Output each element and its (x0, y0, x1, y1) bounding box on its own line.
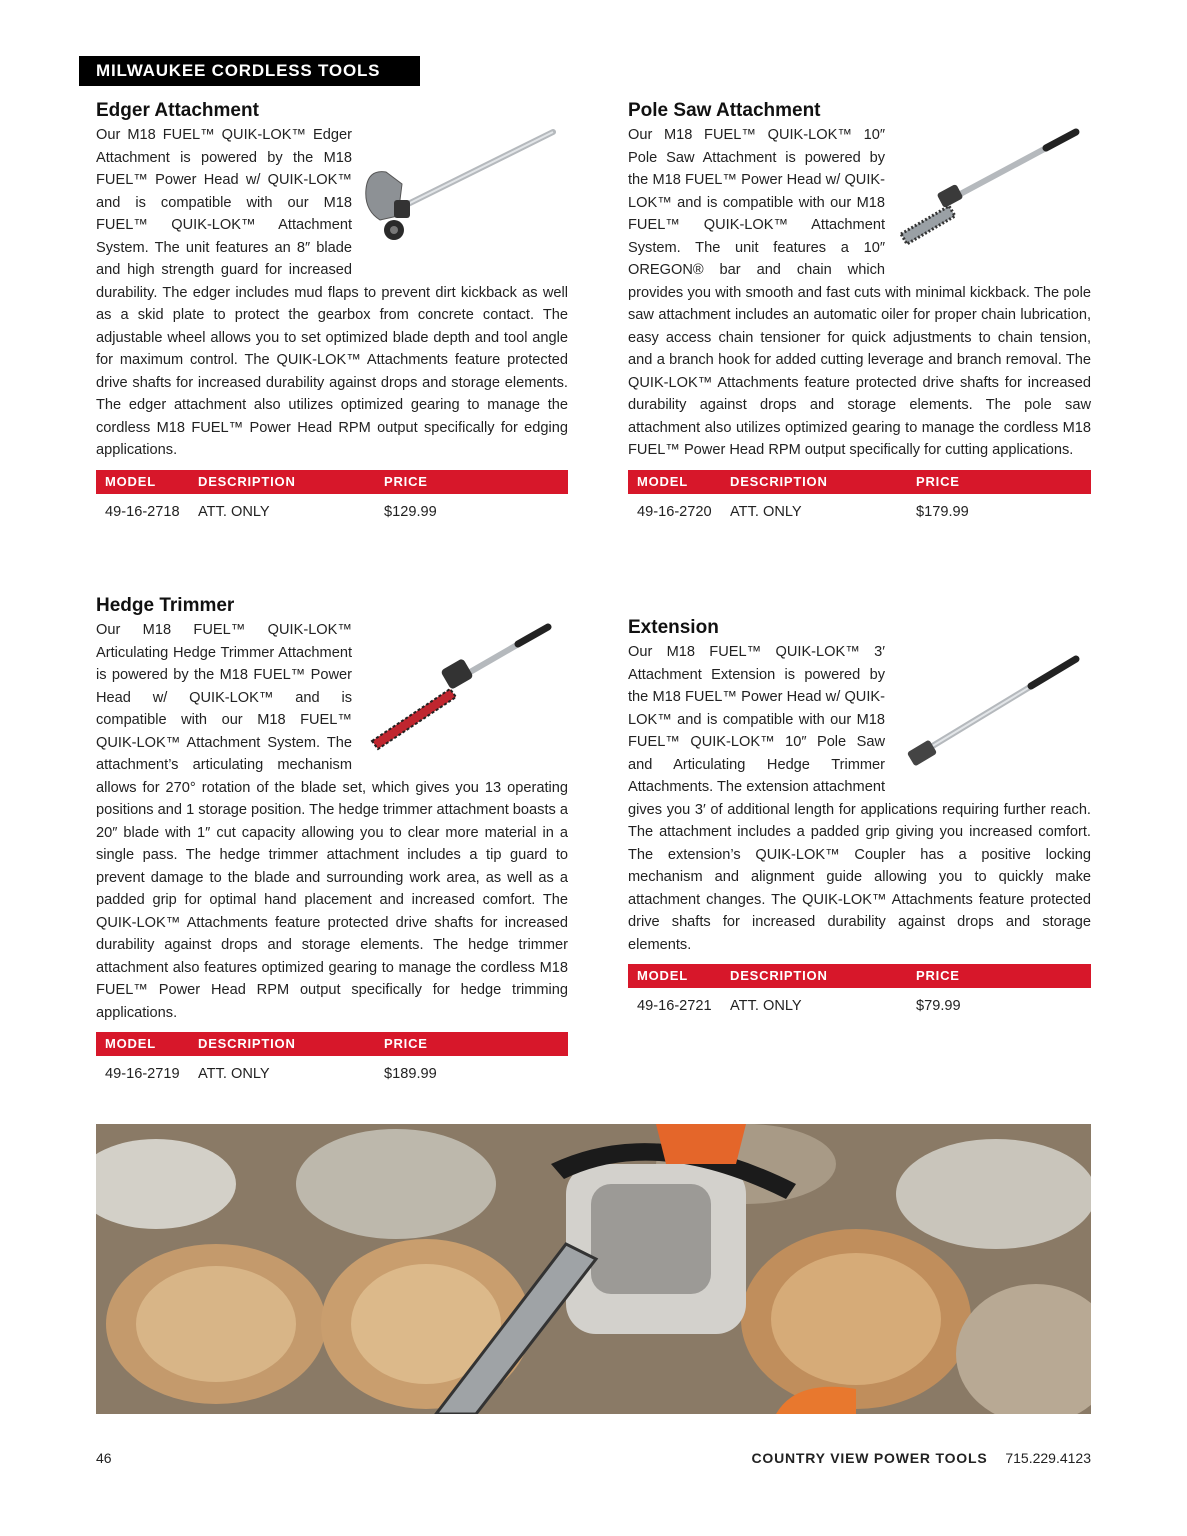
phone-number: 715.229.4123 (1005, 1450, 1091, 1466)
extension-description: Our M18 FUEL™ QUIK-LOK™ 3′ Attachment Extension is powered by the M18 FUEL™ Power Head w/ QUIK-LOK™ and is compatible with our M18 FUEL™ QUIK-LOK™ 10″ Pole Saw and Articulating Hedge Trimmer Attachments. The extension attachment gives you 3′ of additional length for applications requiring further reach. The attachment includes a padded grip giving you increased comfort. The extension’s QUIK-LOK™ Coupler has a positive locking mechanism and alignment guide allowing you to quickly make attachment changes. The QUIK-LOK™ Attachments feature protected drive shafts for increased durability against drops and storage elements. (628, 644, 1091, 953)
col-description: DESCRIPTION (730, 968, 828, 983)
col-model: MODEL (105, 473, 156, 489)
pole-saw-price-table (628, 470, 1091, 530)
col-model: MODEL (105, 1036, 156, 1051)
pole-saw-section (628, 98, 1091, 530)
page-number: 46 (96, 1450, 112, 1466)
row-price: $79.99 (916, 998, 961, 1014)
hedge-trimmer-price-table (96, 1032, 568, 1092)
model-number: 49-16-2721 (637, 998, 712, 1014)
col-description: DESCRIPTION (198, 473, 296, 489)
footer-contact (752, 1450, 1092, 1466)
table-row (96, 494, 568, 530)
hedge-trimmer-product-image (358, 619, 568, 769)
extension-section (628, 615, 1091, 1024)
table-row (96, 1056, 568, 1092)
edger-price-table (96, 470, 568, 530)
col-price: PRICE (916, 473, 960, 489)
table-header (96, 1032, 568, 1056)
model-number: 49-16-2720 (637, 503, 712, 520)
col-description: DESCRIPTION (198, 1036, 296, 1051)
model-number: 49-16-2718 (105, 503, 180, 520)
row-price: $189.99 (384, 1066, 437, 1082)
row-description: ATT. ONLY (730, 503, 802, 520)
row-description: ATT. ONLY (198, 503, 270, 520)
row-description: ATT. ONLY (730, 998, 802, 1014)
hedge-trimmer-section (96, 593, 568, 1092)
table-header (628, 470, 1091, 494)
hedge-trimmer-title: Hedge Trimmer (96, 595, 235, 616)
edger-section (96, 98, 568, 530)
col-price: PRICE (384, 473, 428, 489)
col-model: MODEL (637, 968, 688, 983)
hedge-trimmer-description: Our M18 FUEL™ QUIK-LOK™ Articulating Hedge Trimmer Attachment is powered by the M18 FUEL™ Power Head w/ QUIK-LOK™ and is compatible with our M18 FUEL™ QUIK-LOK™ Attachment System. The attachment’s articulating mechanism allows for 270° rotation of the blade set, which gives you 13 operating positions and 1 storage position. The hedge trimmer attachment boasts a 20″ blade with 1″ cut capacity allowing you to clear more material in a single pass. The hedge trimmer attachment includes a tip guard to prevent damage to the blade and surrounding work area, as well as a padded grip for optimal hand placement and increased comfort. The QUIK-LOK™ Attachments feature protected drive shafts for increased durability against drops and storage elements. The hedge trimmer attachment also features optimized gearing to manage the cordless M18 FUEL™ Power Head RPM output specifically for hedge trimming applications. (96, 622, 568, 1021)
col-price: PRICE (916, 968, 960, 983)
row-price: $179.99 (916, 503, 969, 520)
pole-saw-description: Our M18 FUEL™ QUIK-LOK™ 10″ Pole Saw Attachment is powered by the M18 FUEL™ Power Head w/ QUIK-LOK™ and is compatible with our M18 FUEL™ QUIK-LOK™ Attachment System. The unit features a 10″ OREGON® bar and chain which provides you with smooth and fast cuts with minimal kickback. The pole saw attachment includes an automatic oiler for proper chain lubrication, easy access chain tensioner for quick adjustments to chain tension, and a branch hook for added cutting leverage and branch removal. The QUIK-LOK™ Attachments feature protected drive shafts for increased durability against drops and storage elements. The pole saw attachment also utilizes optimized gearing to manage the cordless M18 FUEL™ Power Head RPM output specifically for cutting applications. (628, 127, 1091, 458)
edger-product-image (358, 124, 568, 274)
table-row (628, 988, 1091, 1024)
edger-title: Edger Attachment (96, 100, 259, 121)
chainsaw-firewood-photo (96, 1124, 1091, 1414)
row-description: ATT. ONLY (198, 1066, 270, 1082)
model-number: 49-16-2719 (105, 1066, 180, 1082)
pole-saw-product-image (891, 124, 1091, 274)
row-price: $129.99 (384, 503, 437, 520)
table-header (96, 470, 568, 494)
company-name: COUNTRY VIEW POWER TOOLS (751, 1450, 988, 1466)
section-header: MILWAUKEE CORDLESS TOOLS (79, 56, 420, 86)
pole-saw-title: Pole Saw Attachment (628, 100, 821, 121)
col-model: MODEL (637, 473, 688, 489)
col-price: PRICE (384, 1036, 428, 1051)
table-row (628, 494, 1091, 530)
edger-description: Our M18 FUEL™ QUIK-LOK™ Edger Attachment is powered by the M18 FUEL™ Power Head w/ QUIK-LOK™ and is compatible with our M18 FUEL™ QUIK-LOK™ Attachment System. The unit features an 8″ blade and high strength guard for increased durability. The edger includes mud flaps to prevent dirt kickback as well as a skid plate to protect the gearbox from concrete contact. The adjustable wheel allows you to set optimized blade depth and tool angle for maximum control. The QUIK-LOK™ Attachments feature protected drive shafts for increased durability against drops and storage elements. The edger attachment also utilizes optimized gearing to manage the cordless M18 FUEL™ Power Head RPM output specifically for edging applications. (96, 127, 568, 458)
extension-product-image (891, 641, 1091, 791)
extension-title: Extension (628, 617, 719, 638)
extension-price-table (628, 964, 1091, 1024)
col-description: DESCRIPTION (730, 473, 828, 489)
table-header (628, 964, 1091, 988)
